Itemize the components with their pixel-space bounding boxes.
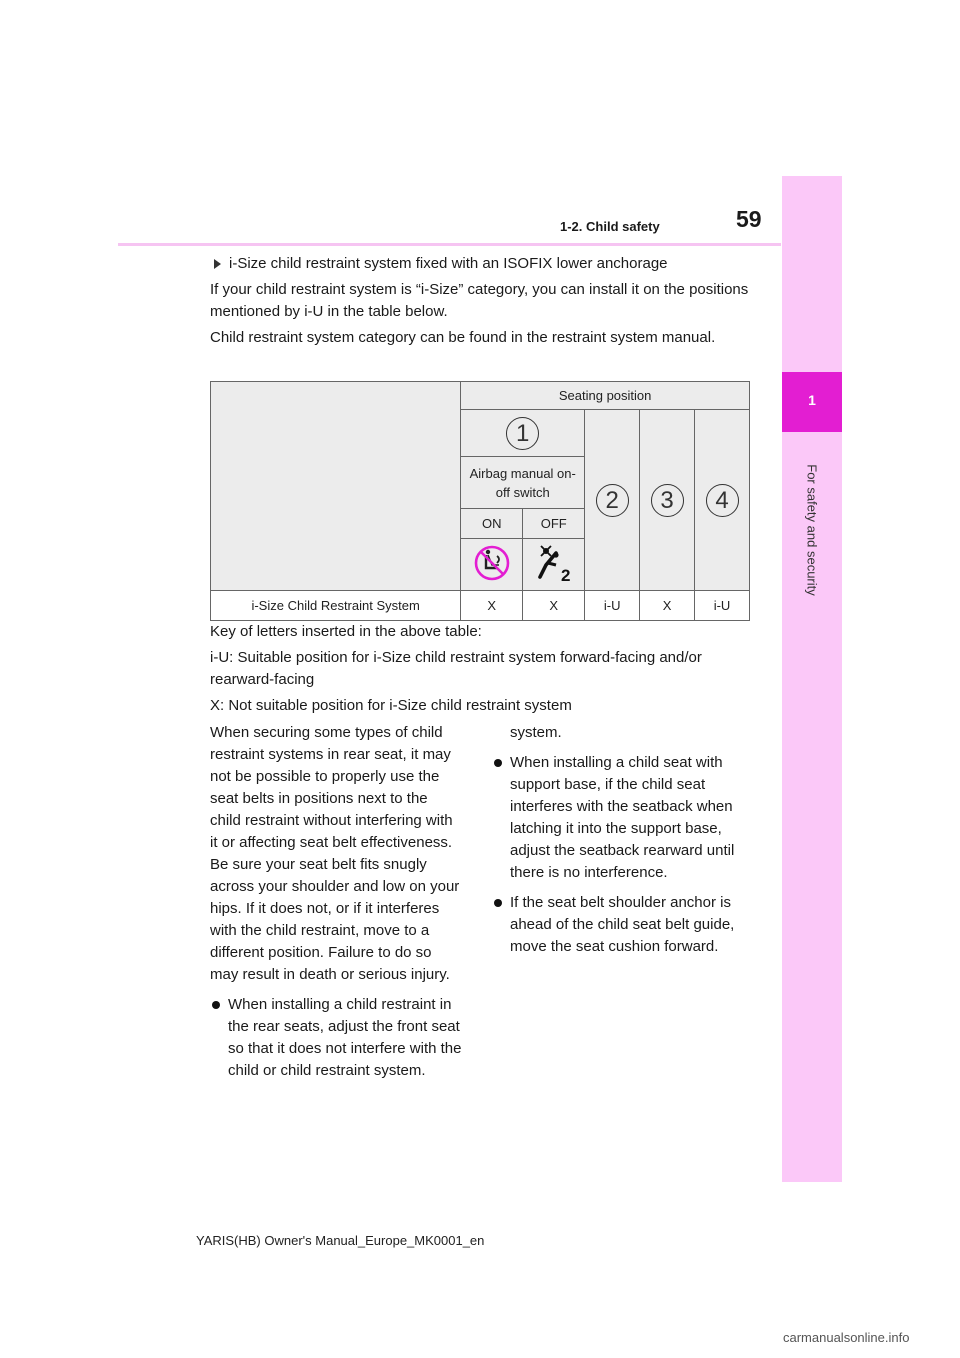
key-title: Key of letters inserted in the above table: <box>210 623 482 640</box>
position-2-badge: 2 <box>596 484 629 517</box>
intro-paragraph-1: If your child restraint system is “i-Size” category, you can install it on the positions mentioned by i-U in the table below. <box>210 281 749 320</box>
warning-bullet-1 <box>210 994 462 1079</box>
subsection-heading-text: i-Size child restraint system fixed with an ISOFIX lower anchorage <box>229 255 668 272</box>
chapter-number: 1 <box>808 392 816 408</box>
bullet-dot-icon <box>494 759 502 767</box>
subsection-heading <box>210 253 750 275</box>
off-label: OFF <box>523 509 585 539</box>
watermark: carmanualsonline.info <box>783 1330 910 1345</box>
position-4-badge: 4 <box>706 484 739 517</box>
seating-position-table <box>210 381 750 621</box>
airbag-off-icon-cell <box>461 539 523 591</box>
warning-column-right <box>492 722 750 958</box>
value-position-3: X <box>640 591 695 621</box>
passenger-airbag-on-icon <box>534 543 574 583</box>
intro-section <box>210 253 750 353</box>
airbag-switch-cell <box>461 457 585 509</box>
warning-bullet-1-continuation: system. <box>510 724 562 741</box>
warning-bullet-2-text: When installing a child seat with support base, if the child seat interferes with the seatback when latching it into the support base, adjust the seatback rearward until there is no interference. <box>510 754 735 881</box>
bullet-dot-icon <box>212 1001 220 1009</box>
side-tab <box>782 176 842 1182</box>
warning-text: When securing some types of child restraint systems in rear seat, it may not be possible to properly use the seat belts in positions next to the child restraint without interfering with it or affecting seat belt effectiveness. Be sure your seat belt fits snugly across your shoulder and low on your hips. If it does not, or if it interferes with the child restraint, move to a different position. Failure to do so may result in death or serious injury. <box>210 724 460 983</box>
position-1-cell <box>461 410 585 457</box>
intro-paragraph-2: Child restraint system category can be found in the restraint system manual. <box>210 329 716 346</box>
warning-column-left <box>210 722 462 1079</box>
page-number: 59 <box>736 206 762 232</box>
key-x: X: Not suitable position for i-Size child restraint system <box>210 697 572 714</box>
airbag-switch-label: Airbag manual on-off switch <box>469 465 576 500</box>
warning-bullet-1-text: When installing a child restraint in the rear seats, adjust the front seat so that it does not interfere with the child or child restraint system. <box>228 996 462 1079</box>
chapter-tab[interactable] <box>782 372 842 432</box>
chapter-name: For safety and security <box>804 464 820 596</box>
position-4-cell <box>695 410 750 591</box>
row-label: i-Size Child Restraint System <box>211 591 461 621</box>
position-1-badge: 1 <box>506 417 539 450</box>
value-position-4: i-U <box>695 591 750 621</box>
header-divider <box>118 243 781 246</box>
table-key <box>210 621 750 721</box>
airbag-on-icon-cell <box>523 539 585 591</box>
bullet-dot-icon <box>494 899 502 907</box>
svg-text:2: 2 <box>560 566 571 585</box>
position-3-badge: 3 <box>651 484 684 517</box>
seating-position-header: Seating position <box>461 382 750 410</box>
position-2-cell <box>585 410 640 591</box>
value-on: X <box>461 591 523 621</box>
value-position-2: i-U <box>585 591 640 621</box>
warning-bullet-3 <box>492 892 750 958</box>
warning-bullet-3-text: If the seat belt shoulder anchor is ahead of the child seat belt guide, move the seat cushion forward. <box>510 894 735 955</box>
warning-bullet-2 <box>492 752 750 884</box>
position-3-cell <box>640 410 695 591</box>
passenger-airbag-off-icon <box>472 543 512 583</box>
value-off: X <box>523 591 585 621</box>
key-iu: i-U: Suitable position for i-Size child restraint system forward-facing and/or rearward-facing <box>210 649 702 688</box>
triangle-bullet-icon <box>214 259 221 269</box>
section-title: 1-2. Child safety <box>560 219 660 234</box>
manual-footer: YARIS(HB) Owner's Manual_Europe_MK0001_en <box>196 1233 485 1248</box>
on-label: ON <box>461 509 523 539</box>
table-corner-cell <box>211 382 461 591</box>
